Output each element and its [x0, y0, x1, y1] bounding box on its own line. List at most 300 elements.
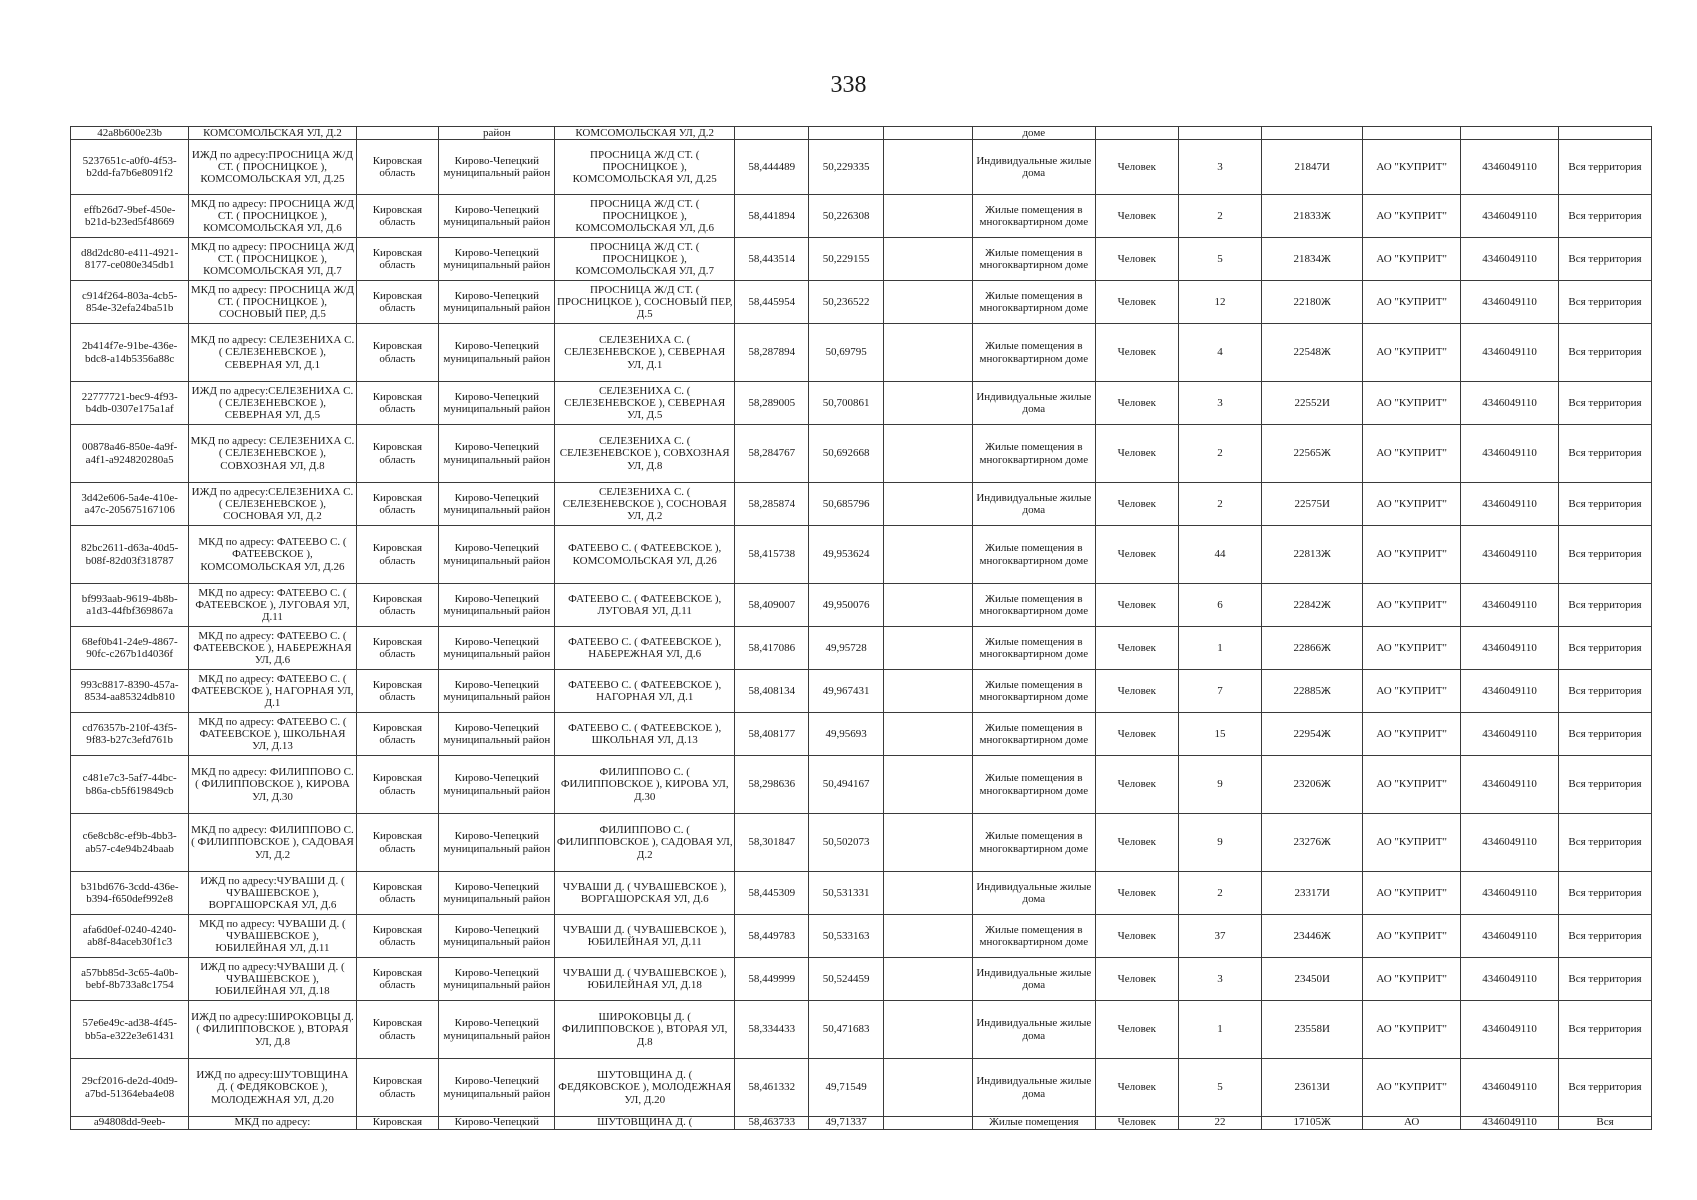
cell-empty	[883, 713, 972, 756]
cell-empty	[883, 382, 972, 425]
cell-id: bf993aab-9619-4b8b-a1d3-44fbf369867a	[71, 584, 189, 627]
table-row	[71, 382, 1652, 425]
cell-area: Вся территория	[1559, 814, 1652, 872]
cell-region	[356, 127, 439, 140]
cell-lat: 58,285874	[734, 483, 808, 526]
cell-unit: Человек	[1096, 756, 1179, 814]
cell-org: АО "КУПРИТ"	[1363, 713, 1461, 756]
cell-id: 42a8b600e23b	[71, 127, 189, 140]
cell-inn: 4346049110	[1461, 713, 1559, 756]
cell-lat: 58,445954	[734, 281, 808, 324]
cell-region: Кировская область	[356, 814, 439, 872]
cell-area	[1559, 127, 1652, 140]
table-row	[71, 526, 1652, 584]
cell-type: Жилые помещения в многоквартирном доме	[972, 324, 1095, 382]
cell-lat: 58,289005	[734, 382, 808, 425]
cell-lat: 58,449783	[734, 915, 808, 958]
cell-area: Вся территория	[1559, 915, 1652, 958]
cell-district: Кирово-Чепецкий муниципальный район	[439, 915, 555, 958]
cell-code	[1262, 127, 1363, 140]
cell-empty	[883, 195, 972, 238]
cell-district: Кирово-Чепецкий муниципальный район	[439, 382, 555, 425]
cell-area: Вся территория	[1559, 1059, 1652, 1117]
cell-org: АО "КУПРИТ"	[1363, 872, 1461, 915]
cell-empty	[883, 958, 972, 1001]
cell-region: Кировская область	[356, 915, 439, 958]
cell-lon: 49,953624	[809, 526, 883, 584]
cell-area: Вся территория	[1559, 382, 1652, 425]
cell-type: Жилые помещения в многоквартирном доме	[972, 627, 1095, 670]
cell-org: АО "КУПРИТ"	[1363, 140, 1461, 195]
cell-empty	[883, 756, 972, 814]
cell-id: 5237651c-a0f0-4f53-b2dd-fa7b6e8091f2	[71, 140, 189, 195]
cell-lon: 50,226308	[809, 195, 883, 238]
cell-area: Вся территория	[1559, 756, 1652, 814]
cell-unit: Человек	[1096, 1059, 1179, 1117]
cell-org: АО "КУПРИТ"	[1363, 756, 1461, 814]
cell-type: Жилые помещения в многоквартирном доме	[972, 670, 1095, 713]
cell-region: Кировская область	[356, 195, 439, 238]
cell-id: c914f264-803a-4cb5-854e-32efa24ba51b	[71, 281, 189, 324]
cell-name: МКД по адресу: ФИЛИППОВО С. ( ФИЛИППОВСКОЕ ), КИРОВА УЛ, Д.30	[189, 756, 356, 814]
cell-count: 5	[1178, 238, 1262, 281]
cell-area: Вся территория	[1559, 483, 1652, 526]
cell-name: ИЖД по адресу:СЕЛЕЗЕНИХА С. ( СЕЛЕЗЕНЕВСКОЕ ), СОСНОВАЯ УЛ, Д.2	[189, 483, 356, 526]
cell-code: 21847И	[1262, 140, 1363, 195]
cell-count: 2	[1178, 483, 1262, 526]
table-row	[71, 872, 1652, 915]
cell-address: ШУТОВЩИНА Д. (	[555, 1117, 735, 1130]
cell-region: Кировская область	[356, 1059, 439, 1117]
table-row	[71, 1001, 1652, 1059]
cell-count: 3	[1178, 140, 1262, 195]
cell-area: Вся территория	[1559, 872, 1652, 915]
cell-lon: 50,471683	[809, 1001, 883, 1059]
cell-lat: 58,408134	[734, 670, 808, 713]
cell-district: Кирово-Чепецкий муниципальный район	[439, 814, 555, 872]
cell-empty	[883, 425, 972, 483]
cell-address: ШУТОВЩИНА Д. ( ФЕДЯКОВСКОЕ ), МОЛОДЕЖНАЯ УЛ, Д.20	[555, 1059, 735, 1117]
cell-unit: Человек	[1096, 584, 1179, 627]
cell-lon: 50,502073	[809, 814, 883, 872]
cell-district: Кирово-Чепецкий муниципальный район	[439, 584, 555, 627]
cell-unit: Человек	[1096, 713, 1179, 756]
cell-name: КОМСОМОЛЬСКАЯ УЛ, Д.2	[189, 127, 356, 140]
cell-name: МКД по адресу: СЕЛЕЗЕНИХА С. ( СЕЛЕЗЕНЕВСКОЕ ), СЕВЕРНАЯ УЛ, Д.1	[189, 324, 356, 382]
cell-type: Индивидуальные жилые дома	[972, 140, 1095, 195]
cell-empty	[883, 915, 972, 958]
cell-count: 2	[1178, 425, 1262, 483]
cell-region: Кировская область	[356, 958, 439, 1001]
cell-inn: 4346049110	[1461, 756, 1559, 814]
cell-address: ФАТЕЕВО С. ( ФАТЕЕВСКОЕ ), ШКОЛЬНАЯ УЛ, Д.13	[555, 713, 735, 756]
cell-org: АО "КУПРИТ"	[1363, 627, 1461, 670]
cell-empty	[883, 1001, 972, 1059]
cell-lat: 58,461332	[734, 1059, 808, 1117]
cell-count: 1	[1178, 627, 1262, 670]
cell-unit: Человек	[1096, 670, 1179, 713]
cell-count: 37	[1178, 915, 1262, 958]
cell-org: АО "КУПРИТ"	[1363, 382, 1461, 425]
cell-empty	[883, 627, 972, 670]
cell-lon: 49,95728	[809, 627, 883, 670]
cell-type: Индивидуальные жилые дома	[972, 382, 1095, 425]
cell-inn: 4346049110	[1461, 526, 1559, 584]
cell-type: Жилые помещения в многоквартирном доме	[972, 238, 1095, 281]
cell-region: Кировская область	[356, 281, 439, 324]
cell-region: Кировская область	[356, 526, 439, 584]
cell-address: ФИЛИППОВО С. ( ФИЛИППОВСКОЕ ), САДОВАЯ УЛ, Д.2	[555, 814, 735, 872]
cell-id: effb26d7-9bef-450e-b21d-b23ed5f48669	[71, 195, 189, 238]
cell-address: ПРОСНИЦА Ж/Д СТ. ( ПРОСНИЦКОЕ ), КОМСОМОЛЬСКАЯ УЛ, Д.6	[555, 195, 735, 238]
cell-inn: 4346049110	[1461, 915, 1559, 958]
cell-address: СЕЛЕЗЕНИХА С. ( СЕЛЕЗЕНЕВСКОЕ ), СОВХОЗНАЯ УЛ, Д.8	[555, 425, 735, 483]
cell-inn: 4346049110	[1461, 425, 1559, 483]
cell-district: Кирово-Чепецкий муниципальный район	[439, 195, 555, 238]
table-row	[71, 814, 1652, 872]
cell-name: ИЖД по адресу:ЧУВАШИ Д. ( ЧУВАШЕВСКОЕ ), ЮБИЛЕЙНАЯ УЛ, Д.18	[189, 958, 356, 1001]
cell-lon: 50,494167	[809, 756, 883, 814]
cell-code: 17105Ж	[1262, 1117, 1363, 1130]
cell-district: Кирово-Чепецкий муниципальный район	[439, 324, 555, 382]
cell-id: b31bd676-3cdd-436e-b394-f650def992e8	[71, 872, 189, 915]
cell-id: a94808dd-9eeb-	[71, 1117, 189, 1130]
cell-org: АО "КУПРИТ"	[1363, 1001, 1461, 1059]
cell-empty	[883, 670, 972, 713]
cell-address: ФАТЕЕВО С. ( ФАТЕЕВСКОЕ ), ЛУГОВАЯ УЛ, Д.11	[555, 584, 735, 627]
cell-id: 00878a46-850e-4a9f-a4f1-a924820280a5	[71, 425, 189, 483]
table-row	[71, 756, 1652, 814]
page-number: 338	[830, 72, 867, 98]
cell-region: Кировская область	[356, 584, 439, 627]
cell-area: Вся территория	[1559, 1001, 1652, 1059]
data-table	[70, 126, 1652, 1130]
cell-org: АО "КУПРИТ"	[1363, 425, 1461, 483]
cell-type: Жилые помещения в многоквартирном доме	[972, 526, 1095, 584]
cell-empty	[883, 1059, 972, 1117]
cell-name: МКД по адресу: ФИЛИППОВО С. ( ФИЛИППОВСКОЕ ), САДОВАЯ УЛ, Д.2	[189, 814, 356, 872]
cell-unit: Человек	[1096, 483, 1179, 526]
cell-inn: 4346049110	[1461, 814, 1559, 872]
cell-region: Кировская область	[356, 324, 439, 382]
cell-id: 3d42e606-5a4e-410e-a47c-205675167106	[71, 483, 189, 526]
cell-org: АО "КУПРИТ"	[1363, 281, 1461, 324]
cell-inn: 4346049110	[1461, 627, 1559, 670]
table-row	[71, 670, 1652, 713]
cell-empty	[883, 814, 972, 872]
cell-id: 22777721-bec9-4f93-b4db-0307e175a1af	[71, 382, 189, 425]
cell-type: Индивидуальные жилые дома	[972, 483, 1095, 526]
cell-lon: 50,531331	[809, 872, 883, 915]
cell-lat: 58,301847	[734, 814, 808, 872]
table-row	[71, 140, 1652, 195]
cell-empty	[883, 238, 972, 281]
cell-address: СЕЛЕЗЕНИХА С. ( СЕЛЕЗЕНЕВСКОЕ ), СЕВЕРНАЯ УЛ, Д.1	[555, 324, 735, 382]
cell-type: Индивидуальные жилые дома	[972, 1059, 1095, 1117]
cell-count: 3	[1178, 382, 1262, 425]
cell-region: Кировская область	[356, 627, 439, 670]
cell-address: ПРОСНИЦА Ж/Д СТ. ( ПРОСНИЦКОЕ ), КОМСОМОЛЬСКАЯ УЛ, Д.7	[555, 238, 735, 281]
cell-lat: 58,284767	[734, 425, 808, 483]
cell-type: Жилые помещения в многоквартирном доме	[972, 281, 1095, 324]
cell-id: a57bb85d-3c65-4a0b-bebf-8b733a8c1754	[71, 958, 189, 1001]
cell-address: ФАТЕЕВО С. ( ФАТЕЕВСКОЕ ), КОМСОМОЛЬСКАЯ УЛ, Д.26	[555, 526, 735, 584]
cell-org: АО "КУПРИТ"	[1363, 915, 1461, 958]
cell-id: 29cf2016-de2d-40d9-a7bd-51364eba4e08	[71, 1059, 189, 1117]
cell-region: Кировская область	[356, 1001, 439, 1059]
table-row	[71, 1059, 1652, 1117]
cell-region: Кировская область	[356, 238, 439, 281]
cell-address: СЕЛЕЗЕНИХА С. ( СЕЛЕЗЕНЕВСКОЕ ), СОСНОВАЯ УЛ, Д.2	[555, 483, 735, 526]
cell-code: 22842Ж	[1262, 584, 1363, 627]
table-row	[71, 281, 1652, 324]
cell-inn: 4346049110	[1461, 1059, 1559, 1117]
cell-empty	[883, 1117, 972, 1130]
cell-name: МКД по адресу: ФАТЕЕВО С. ( ФАТЕЕВСКОЕ ), КОМСОМОЛЬСКАЯ УЛ, Д.26	[189, 526, 356, 584]
cell-area: Вся территория	[1559, 238, 1652, 281]
cell-inn: 4346049110	[1461, 324, 1559, 382]
table-row	[71, 713, 1652, 756]
cell-code: 21833Ж	[1262, 195, 1363, 238]
cell-lat: 58,463733	[734, 1117, 808, 1130]
cell-code: 23206Ж	[1262, 756, 1363, 814]
cell-area: Вся территория	[1559, 627, 1652, 670]
cell-inn: 4346049110	[1461, 872, 1559, 915]
cell-region: Кировская область	[356, 756, 439, 814]
cell-region: Кировская область	[356, 483, 439, 526]
cell-lon: 49,95693	[809, 713, 883, 756]
cell-region: Кировская область	[356, 140, 439, 195]
cell-area: Вся территория	[1559, 195, 1652, 238]
cell-count: 15	[1178, 713, 1262, 756]
cell-count: 22	[1178, 1117, 1262, 1130]
cell-address: ЧУВАШИ Д. ( ЧУВАШЕВСКОЕ ), ЮБИЛЕЙНАЯ УЛ, Д.11	[555, 915, 735, 958]
cell-address: ЧУВАШИ Д. ( ЧУВАШЕВСКОЕ ), ВОРГАШОРСКАЯ УЛ, Д.6	[555, 872, 735, 915]
cell-lon: 49,950076	[809, 584, 883, 627]
cell-unit: Человек	[1096, 1001, 1179, 1059]
table-row	[71, 915, 1652, 958]
cell-inn: 4346049110	[1461, 483, 1559, 526]
cell-id: afa6d0ef-0240-4240-ab8f-84aceb30f1c3	[71, 915, 189, 958]
cell-lat: 58,441894	[734, 195, 808, 238]
cell-type: Жилые помещения в многоквартирном доме	[972, 195, 1095, 238]
cell-code: 23317И	[1262, 872, 1363, 915]
cell-org: АО "КУПРИТ"	[1363, 1059, 1461, 1117]
cell-empty	[883, 584, 972, 627]
cell-type: Жилые помещения в многоквартирном доме	[972, 814, 1095, 872]
cell-org: АО "КУПРИТ"	[1363, 526, 1461, 584]
cell-lat: 58,417086	[734, 627, 808, 670]
cell-region: Кировская область	[356, 713, 439, 756]
cell-unit: Человек	[1096, 140, 1179, 195]
cell-address: КОМСОМОЛЬСКАЯ УЛ, Д.2	[555, 127, 735, 140]
cell-name: МКД по адресу: ФАТЕЕВО С. ( ФАТЕЕВСКОЕ ), ШКОЛЬНАЯ УЛ, Д.13	[189, 713, 356, 756]
cell-empty	[883, 483, 972, 526]
cell-inn: 4346049110	[1461, 238, 1559, 281]
cell-count: 3	[1178, 958, 1262, 1001]
cell-lat: 58,449999	[734, 958, 808, 1001]
cell-unit: Человек	[1096, 872, 1179, 915]
cell-type: Жилые помещения в многоквартирном доме	[972, 756, 1095, 814]
cell-district: Кирово-Чепецкий муниципальный район	[439, 425, 555, 483]
cell-lon: 49,967431	[809, 670, 883, 713]
cell-code: 23276Ж	[1262, 814, 1363, 872]
cell-district: Кирово-Чепецкий муниципальный район	[439, 140, 555, 195]
cell-address: ШИРОКОВЦЫ Д. ( ФИЛИППОВСКОЕ ), ВТОРАЯ УЛ, Д.8	[555, 1001, 735, 1059]
cell-name: ИЖД по адресу:СЕЛЕЗЕНИХА С. ( СЕЛЕЗЕНЕВСКОЕ ), СЕВЕРНАЯ УЛ, Д.5	[189, 382, 356, 425]
cell-name: МКД по адресу: ФАТЕЕВО С. ( ФАТЕЕВСКОЕ ), НАГОРНАЯ УЛ, Д.1	[189, 670, 356, 713]
cell-inn: 4346049110	[1461, 382, 1559, 425]
table-row	[71, 584, 1652, 627]
cell-address: ЧУВАШИ Д. ( ЧУВАШЕВСКОЕ ), ЮБИЛЕЙНАЯ УЛ, Д.18	[555, 958, 735, 1001]
cell-name: МКД по адресу: ФАТЕЕВО С. ( ФАТЕЕВСКОЕ ), НАБЕРЕЖНАЯ УЛ, Д.6	[189, 627, 356, 670]
cell-id: c481e7c3-5af7-44bc-b86a-cb5f619849cb	[71, 756, 189, 814]
cell-area: Вся территория	[1559, 958, 1652, 1001]
cell-region: Кировская область	[356, 872, 439, 915]
cell-org: АО "КУПРИТ"	[1363, 195, 1461, 238]
cell-count: 12	[1178, 281, 1262, 324]
cell-count	[1178, 127, 1262, 140]
cell-name: МКД по адресу: ПРОСНИЦА Ж/Д СТ. ( ПРОСНИЦКОЕ ), КОМСОМОЛЬСКАЯ УЛ, Д.6	[189, 195, 356, 238]
cell-area: Вся территория	[1559, 526, 1652, 584]
cell-unit: Человек	[1096, 814, 1179, 872]
cell-lon: 50,229335	[809, 140, 883, 195]
cell-code: 23446Ж	[1262, 915, 1363, 958]
cell-count: 2	[1178, 872, 1262, 915]
cell-district: Кирово-Чепецкий муниципальный район	[439, 1001, 555, 1059]
cell-lat: 58,445309	[734, 872, 808, 915]
cell-district: Кирово-Чепецкий муниципальный район	[439, 238, 555, 281]
cell-unit: Человек	[1096, 958, 1179, 1001]
cell-district: Кирово-Чепецкий муниципальный район	[439, 281, 555, 324]
cell-name: ИЖД по адресу:ШИРОКОВЦЫ Д. ( ФИЛИППОВСКОЕ ), ВТОРАЯ УЛ, Д.8	[189, 1001, 356, 1059]
cell-name: МКД по адресу:	[189, 1117, 356, 1130]
cell-empty	[883, 281, 972, 324]
cell-id: c6e8cb8c-ef9b-4bb3-ab57-c4e94b24baab	[71, 814, 189, 872]
cell-type: Индивидуальные жилые дома	[972, 872, 1095, 915]
cell-empty	[883, 140, 972, 195]
cell-lon: 50,533163	[809, 915, 883, 958]
cell-lon: 50,685796	[809, 483, 883, 526]
cell-name: ИЖД по адресу:ШУТОВЩИНА Д. ( ФЕДЯКОВСКОЕ ), МОЛОДЕЖНАЯ УЛ, Д.20	[189, 1059, 356, 1117]
cell-address: ПРОСНИЦА Ж/Д СТ. ( ПРОСНИЦКОЕ ), КОМСОМОЛЬСКАЯ УЛ, Д.25	[555, 140, 735, 195]
cell-count: 9	[1178, 814, 1262, 872]
cell-type: Жилые помещения в многоквартирном доме	[972, 425, 1095, 483]
cell-area: Вся территория	[1559, 140, 1652, 195]
cell-lon: 50,700861	[809, 382, 883, 425]
cell-lon: 50,229155	[809, 238, 883, 281]
cell-lon: 50,524459	[809, 958, 883, 1001]
cell-code: 21834Ж	[1262, 238, 1363, 281]
cell-code: 23558И	[1262, 1001, 1363, 1059]
cell-area: Вся территория	[1559, 324, 1652, 382]
cell-type: Жилые помещения в многоквартирном доме	[972, 584, 1095, 627]
cell-code: 22565Ж	[1262, 425, 1363, 483]
cell-unit: Человек	[1096, 915, 1179, 958]
cell-unit: Человек	[1096, 281, 1179, 324]
cell-area: Вся территория	[1559, 713, 1652, 756]
cell-lon: 49,71337	[809, 1117, 883, 1130]
cell-count: 44	[1178, 526, 1262, 584]
cell-code: 22885Ж	[1262, 670, 1363, 713]
cell-lat: 58,444489	[734, 140, 808, 195]
cell-org: АО "КУПРИТ"	[1363, 814, 1461, 872]
cell-code: 22552И	[1262, 382, 1363, 425]
cell-id: 82bc2611-d63a-40d5-b08f-82d03f318787	[71, 526, 189, 584]
table-row	[71, 958, 1652, 1001]
cell-unit: Человек	[1096, 324, 1179, 382]
cell-unit: Человек	[1096, 425, 1179, 483]
cell-code: 22575И	[1262, 483, 1363, 526]
cell-district: Кирово-Чепецкий муниципальный район	[439, 713, 555, 756]
cell-district: Кирово-Чепецкий муниципальный район	[439, 1059, 555, 1117]
table-row	[71, 324, 1652, 382]
cell-lat: 58,298636	[734, 756, 808, 814]
cell-org: АО "КУПРИТ"	[1363, 584, 1461, 627]
cell-inn: 4346049110	[1461, 140, 1559, 195]
cell-lon: 50,236522	[809, 281, 883, 324]
cell-count: 1	[1178, 1001, 1262, 1059]
cell-name: МКД по адресу: СЕЛЕЗЕНИХА С. ( СЕЛЕЗЕНЕВСКОЕ ), СОВХОЗНАЯ УЛ, Д.8	[189, 425, 356, 483]
cell-lat: 58,443514	[734, 238, 808, 281]
cell-org: АО "КУПРИТ"	[1363, 238, 1461, 281]
cell-org	[1363, 127, 1461, 140]
cell-code: 23450И	[1262, 958, 1363, 1001]
cell-code: 22954Ж	[1262, 713, 1363, 756]
cell-inn: 4346049110	[1461, 584, 1559, 627]
cell-address: ФИЛИППОВО С. ( ФИЛИППОВСКОЕ ), КИРОВА УЛ, Д.30	[555, 756, 735, 814]
cell-inn	[1461, 127, 1559, 140]
cell-empty	[883, 872, 972, 915]
table-row	[71, 127, 1652, 140]
cell-count: 9	[1178, 756, 1262, 814]
cell-org: АО "КУПРИТ"	[1363, 670, 1461, 713]
cell-lon: 50,69795	[809, 324, 883, 382]
cell-type: Индивидуальные жилые дома	[972, 958, 1095, 1001]
cell-lat	[734, 127, 808, 140]
cell-org: АО	[1363, 1117, 1461, 1130]
cell-unit: Человек	[1096, 382, 1179, 425]
cell-area: Вся территория	[1559, 281, 1652, 324]
cell-unit: Человек	[1096, 627, 1179, 670]
cell-code: 22180Ж	[1262, 281, 1363, 324]
cell-org: АО "КУПРИТ"	[1363, 958, 1461, 1001]
cell-area: Вся территория	[1559, 425, 1652, 483]
cell-district: Кирово-Чепецкий муниципальный район	[439, 627, 555, 670]
cell-inn: 4346049110	[1461, 281, 1559, 324]
cell-name: ИЖД по адресу:ПРОСНИЦА Ж/Д СТ. ( ПРОСНИЦКОЕ ), КОМСОМОЛЬСКАЯ УЛ, Д.25	[189, 140, 356, 195]
cell-lon: 50,692668	[809, 425, 883, 483]
cell-name: МКД по адресу: ФАТЕЕВО С. ( ФАТЕЕВСКОЕ ), ЛУГОВАЯ УЛ, Д.11	[189, 584, 356, 627]
cell-count: 2	[1178, 195, 1262, 238]
cell-area: Вся территория	[1559, 584, 1652, 627]
table-row	[71, 425, 1652, 483]
table-row	[71, 627, 1652, 670]
cell-code: 22548Ж	[1262, 324, 1363, 382]
cell-type: Жилые помещения в многоквартирном доме	[972, 713, 1095, 756]
cell-unit: Человек	[1096, 526, 1179, 584]
cell-lat: 58,287894	[734, 324, 808, 382]
cell-district: Кирово-Чепецкий муниципальный район	[439, 872, 555, 915]
cell-inn: 4346049110	[1461, 195, 1559, 238]
cell-id: 68ef0b41-24e9-4867-90fc-c267b1d4036f	[71, 627, 189, 670]
cell-name: ИЖД по адресу:ЧУВАШИ Д. ( ЧУВАШЕВСКОЕ ), ВОРГАШОРСКАЯ УЛ, Д.6	[189, 872, 356, 915]
cell-region: Кировская	[356, 1117, 439, 1130]
cell-region: Кировская область	[356, 670, 439, 713]
cell-code: 22866Ж	[1262, 627, 1363, 670]
cell-inn: 4346049110	[1461, 670, 1559, 713]
cell-unit: Человек	[1096, 195, 1179, 238]
